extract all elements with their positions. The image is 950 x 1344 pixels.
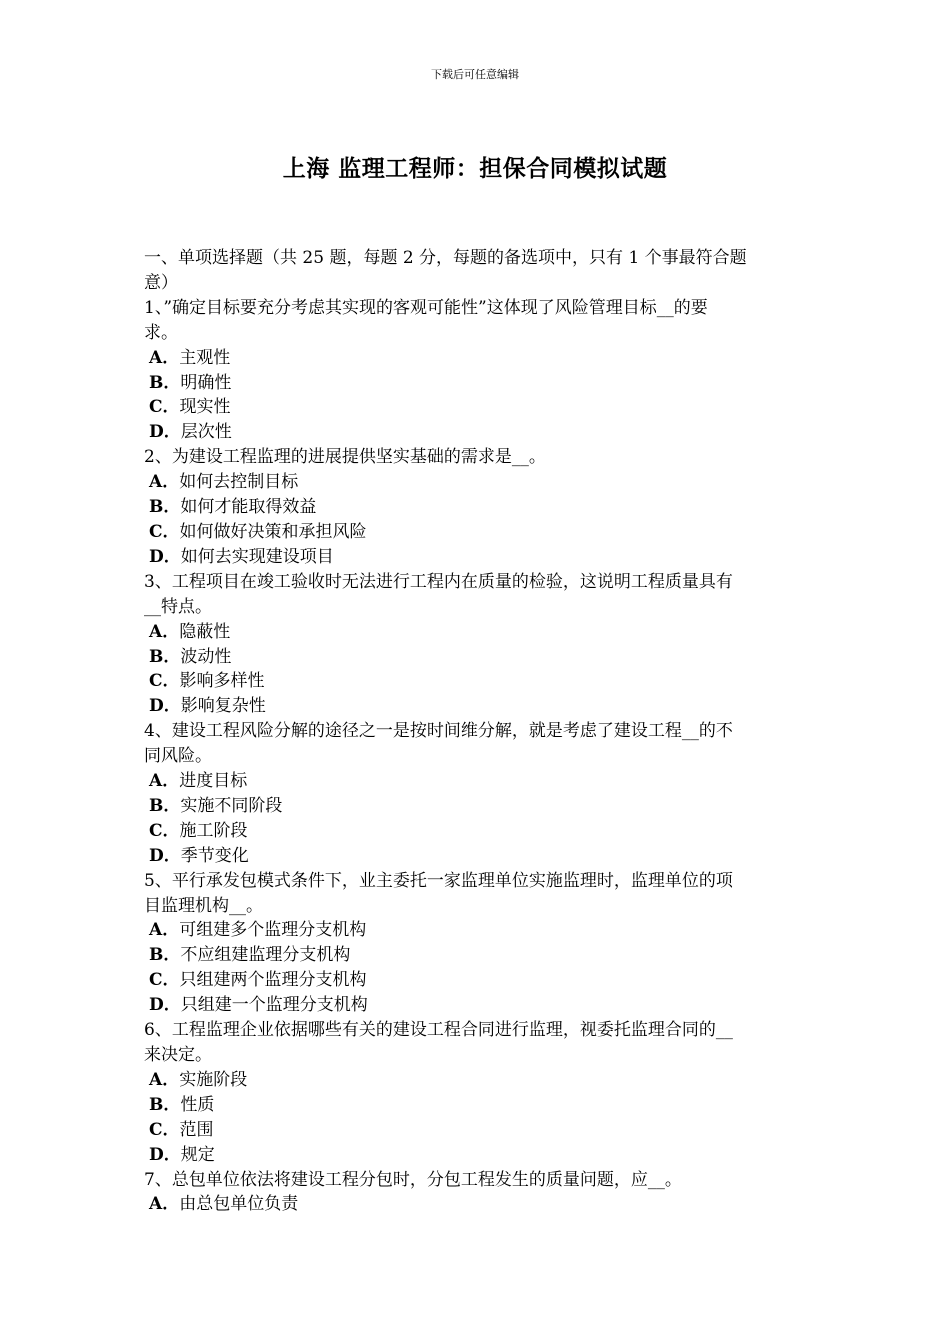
option-letter: D．: [149, 845, 181, 866]
question-stem-line: 求。: [144, 322, 178, 343]
answer-option: [144, 769, 810, 794]
option-text: 实施阶段: [179, 1069, 248, 1090]
option-text: 影响复杂性: [180, 696, 266, 717]
answer-option: [144, 545, 810, 570]
question-block: [144, 445, 810, 570]
answer-option: [144, 470, 810, 495]
answer-option: [144, 1068, 810, 1093]
option-letter: A．: [149, 621, 180, 642]
answer-option: [144, 669, 810, 694]
answer-option: [144, 844, 810, 869]
answer-option: [144, 794, 810, 819]
answer-option: [144, 520, 810, 545]
answer-option: [144, 495, 810, 520]
option-letter: B．: [149, 795, 181, 816]
option-letter: C．: [149, 521, 180, 542]
option-text: 季节变化: [180, 845, 249, 866]
option-text: 实施不同阶段: [180, 795, 283, 816]
option-letter: B．: [149, 372, 181, 393]
question-block: [144, 869, 810, 1018]
question-stem-line: 3、工程项目在竣工验收时无法进行工程内在质量的检验，这说明工程质量具有: [144, 571, 733, 592]
question-stem-line: 4、建设工程风险分解的途径之一是按时间维分解，就是考虑了建设工程__的不: [144, 721, 733, 742]
answer-option: [144, 371, 810, 396]
question-stem-line: 7、总包单位依法将建设工程分包时，分包工程发生的质量问题，应__。: [144, 1169, 682, 1190]
option-text: 规定: [180, 1144, 215, 1165]
answer-option: [144, 645, 810, 670]
question-stem-line: 5、平行承发包模式条件下，业主委托一家监理单位实施监理时，监理单位的项: [144, 870, 733, 891]
option-text: 范围: [179, 1119, 214, 1140]
answer-option: [144, 694, 810, 719]
question-list: [144, 296, 810, 1218]
option-text: 明确性: [180, 372, 232, 393]
question-stem-line: 1、”确定目标要充分考虑其实现的客观可能性”这体现了风险管理目标__的要: [144, 297, 708, 318]
question-block: [144, 1018, 810, 1167]
option-letter: A．: [149, 920, 180, 941]
question-stem-line: 同风险。: [144, 746, 212, 767]
question-stem-line: 2、为建设工程监理的进展提供坚实基础的需求是__。: [144, 447, 546, 468]
option-text: 如何去实现建设项目: [180, 546, 334, 567]
option-letter: A．: [149, 1069, 180, 1090]
answer-option: [144, 420, 810, 445]
option-text: 由总包单位负责: [179, 1194, 299, 1215]
answer-option: [144, 1192, 810, 1217]
option-text: 如何去控制目标: [179, 472, 299, 493]
answer-option: [144, 1143, 810, 1168]
option-text: 只组建一个监理分支机构: [180, 995, 368, 1016]
answer-option: [144, 346, 810, 371]
question-stem-line: 6、工程监理企业依据哪些有关的建设工程合同进行监理，视委托监理合同的__: [144, 1020, 733, 1041]
option-letter: C．: [149, 397, 180, 418]
option-letter: D．: [149, 1144, 181, 1165]
option-letter: C．: [149, 970, 180, 991]
option-text: 隐蔽性: [179, 621, 231, 642]
option-text: 只组建两个监理分支机构: [179, 970, 367, 991]
option-letter: D．: [149, 696, 181, 717]
question-block: [144, 719, 810, 868]
question-stem-line: __特点。: [144, 596, 212, 617]
option-letter: B．: [149, 945, 181, 966]
answer-option: [144, 1118, 810, 1143]
option-letter: D．: [149, 995, 181, 1016]
option-letter: A．: [149, 1194, 180, 1215]
option-text: 如何做好决策和承担风险: [179, 521, 367, 542]
option-letter: D．: [149, 422, 181, 443]
question-stem-line: 目监理机构__。: [144, 895, 263, 916]
option-text: 不应组建监理分支机构: [180, 945, 351, 966]
option-text: 施工阶段: [179, 820, 248, 841]
option-text: 可组建多个监理分支机构: [179, 920, 367, 941]
answer-option: [144, 918, 810, 943]
section-heading-line-1: 一、单项选择题（共 25 题，每题 2 分，每题的备选项中，只有 1 个事最符合题: [144, 248, 747, 268]
answer-option: [144, 968, 810, 993]
option-text: 进度目标: [179, 771, 248, 792]
answer-option: [144, 620, 810, 645]
option-text: 层次性: [180, 422, 232, 443]
header-note: 下载后可任意编辑: [431, 68, 519, 81]
option-letter: A．: [149, 347, 180, 368]
option-text: 影响多样性: [179, 671, 265, 692]
option-text: 性质: [180, 1094, 215, 1115]
page-title: 上海 监理工程师：担保合同模拟试题: [282, 155, 668, 182]
option-text: 如何才能取得效益: [180, 497, 317, 518]
question-block: [144, 296, 810, 445]
answer-option: [144, 819, 810, 844]
exam-content: [144, 246, 810, 1217]
option-letter: C．: [149, 820, 180, 841]
option-text: 主观性: [179, 347, 231, 368]
option-text: 波动性: [180, 646, 232, 667]
question-block: [144, 1168, 810, 1218]
answer-option: [144, 943, 810, 968]
option-letter: D．: [149, 546, 181, 567]
option-letter: B．: [149, 1094, 181, 1115]
section-heading-line-2: 意）: [144, 272, 178, 293]
option-letter: A．: [149, 472, 180, 493]
question-block: [144, 570, 810, 719]
option-letter: B．: [149, 497, 181, 518]
option-letter: C．: [149, 671, 180, 692]
option-letter: A．: [149, 771, 180, 792]
option-letter: C．: [149, 1119, 180, 1140]
answer-option: [144, 1093, 810, 1118]
option-letter: B．: [149, 646, 181, 667]
answer-option: [144, 395, 810, 420]
answer-option: [144, 993, 810, 1018]
option-text: 现实性: [179, 397, 231, 418]
question-stem-line: 来决定。: [144, 1045, 212, 1065]
